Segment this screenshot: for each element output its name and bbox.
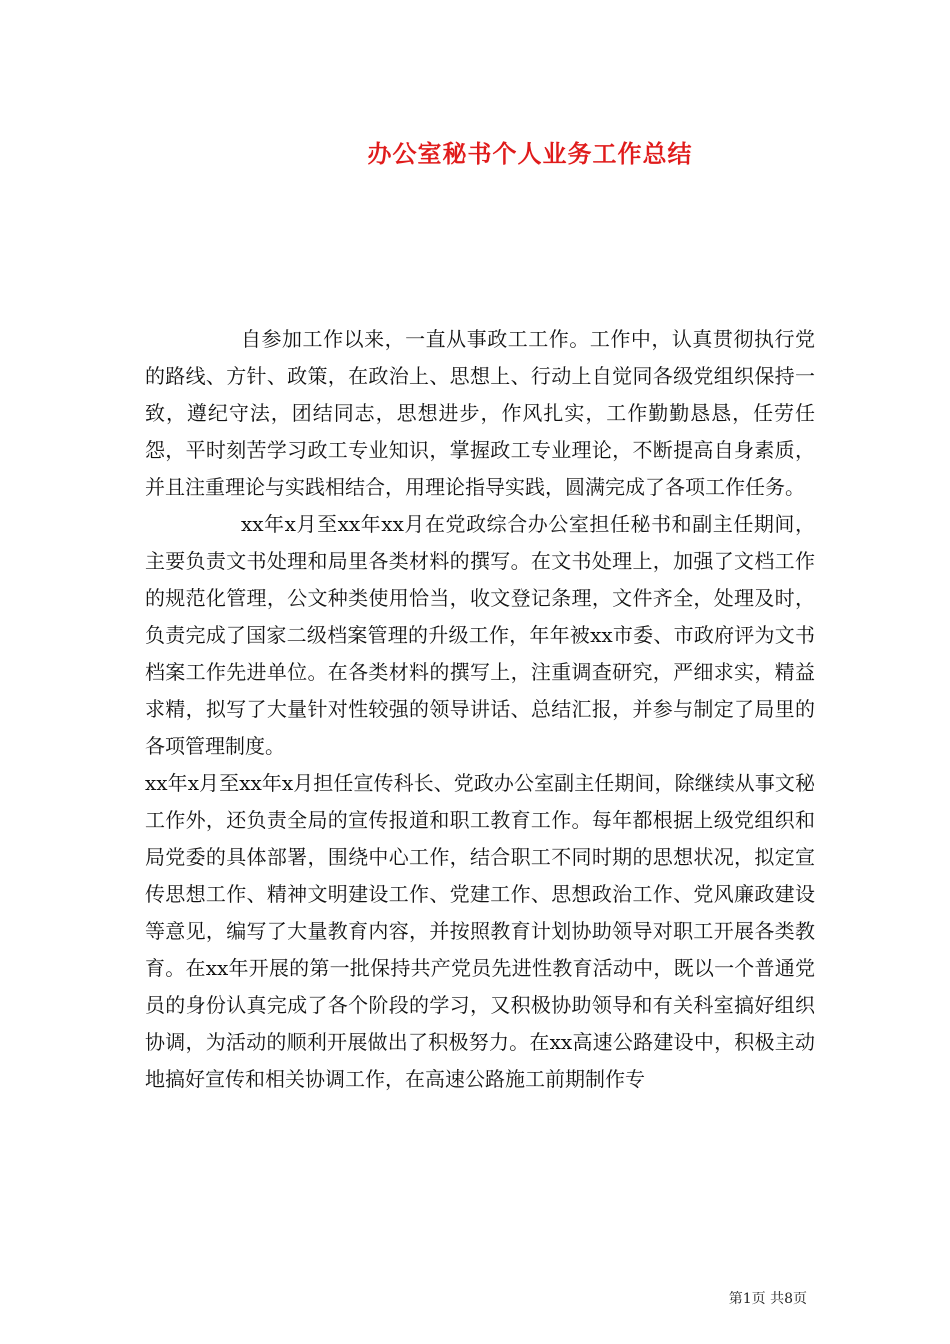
paragraph-2: xx年x月至xx年xx月在党政综合办公室担任秘书和副主任期间，主要负责文书处理和局里各类材料的撰写。在文书处理上，加强了文档工作的规范化管理，公文种类使用恰当，收文登记条理，文件齐全，处理及时，负责完成了国家二级档案管理的升级工作，年年被xx市委、市政府评为文书档案工作先进单位。在各类材料的撰写上，注重调查研究，严细求实，精益求精，拟写了大量针对性较强的领导讲话、总结汇报，并参与制定了局里的各项管理制度。	[145, 512, 815, 758]
paragraph-1: 自参加工作以来，一直从事政工工作。工作中，认真贯彻执行党的路线、方针、政策，在政治上、思想上、行动上自觉同各级党组织保持一致，遵纪守法，团结同志，思想进步，作风扎实，工作勤勤恳恳，任劳任怨，平时刻苦学习政工专业知识，掌握政工专业理论，不断提高自身素质，并且注重理论与实践相结合，用理论指导实践，圆满完成了各项工作任务。	[145, 327, 815, 499]
document-body	[145, 321, 815, 1098]
page-number: 第1页 共8页	[728, 1291, 807, 1307]
paragraph-3: xx年x月至xx年x月担任宣传科长、党政办公室副主任期间，除继续从事文秘工作外，还负责全局的宣传报道和职工教育工作。每年都根据上级党组织和局党委的具体部署，围绕中心工作，结合职工不同时期的思想状况，拟定宣传思想工作、精神文明建设工作、党建工作、思想政治工作、党风廉政建设等意见，编写了大量教育内容，并按照教育计划协助领导对职工开展各类教育。在xx年开展的第一批保持共产党员先进性教育活动中，既以一个普通党员的身份认真完成了各个阶段的学习，又积极协助领导和有关科室搞好组织协调，为活动的顺利开展做出了积极努力。在xx高速公路建设中，积极主动地搞好宣传和相关协调工作，在高速公路施工前期制作专	[145, 771, 815, 1091]
document-title: 办公室秘书个人业务工作总结	[367, 139, 693, 168]
